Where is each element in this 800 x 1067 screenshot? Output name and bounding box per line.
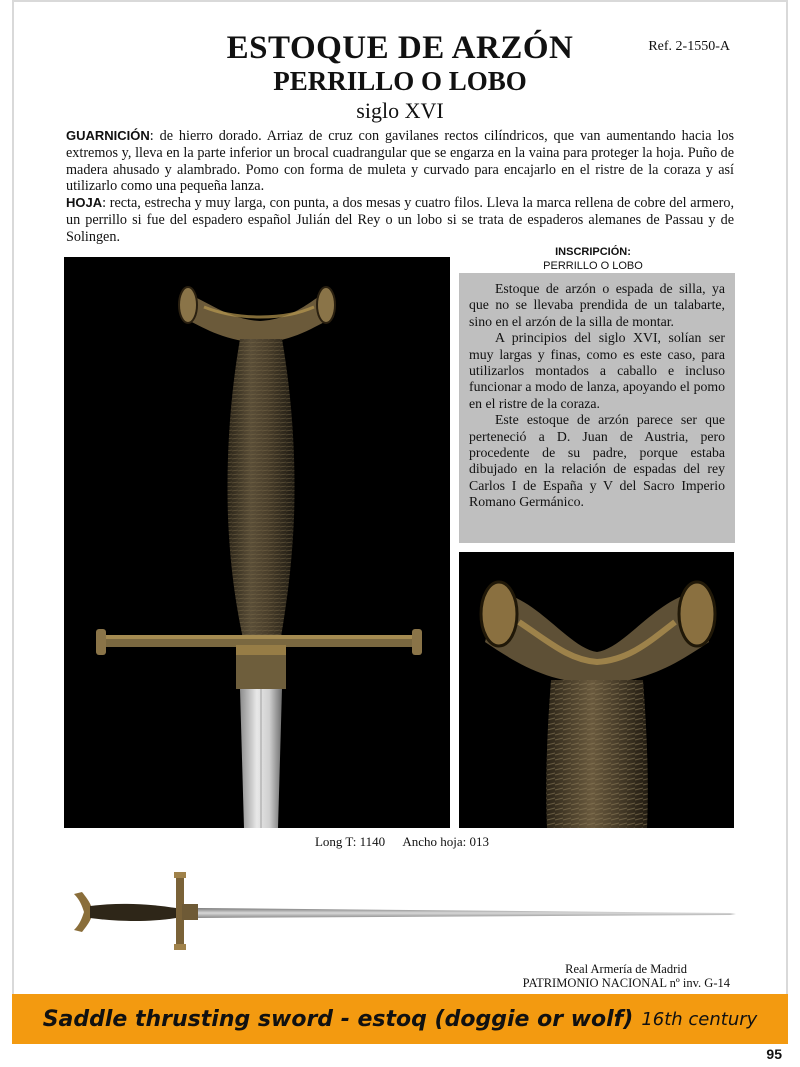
hoja-label: HOJA [66,195,103,211]
description-block [66,128,734,246]
hoja-paragraph [66,195,734,245]
english-century: 16th century [641,1008,758,1030]
page-frame-right [786,0,788,1000]
museum-credit: Real Armería de Madrid [565,962,687,976]
guarnicion-paragraph [66,128,734,195]
english-title-banner [12,994,788,1044]
page-frame-left [12,0,14,1000]
notes-paragraph-2: A principios del siglo XVI, solían ser muy largas y finas, como es este caso, para utilizarlos montados a caballo e incluso funcionar a modo de lanza, apoyando el pomo en el ristre de la coraza. [469,330,725,411]
page-subtitle: PERRILLO O LOBO [273,66,527,96]
reference-number: Ref. 2-1550-A [648,39,730,54]
hilt-photo [64,257,450,828]
page-number: 95 [766,1046,782,1062]
century-label: siglo XVI [356,98,444,123]
dimensions [64,834,740,850]
notes-paragraph-1: Estoque de arzón o espada de silla, ya que no se llevaba prendida de un talabarte, sino en el arzón de la silla de montar. [469,281,725,329]
page-title: ESTOQUE DE ARZÓN [226,30,574,66]
guarnicion-label: GUARNICIÓN [66,128,150,143]
full-sword-image [60,860,750,960]
inscription-text: PERRILLO O LOBO [543,260,643,272]
blade-width-label: Ancho hoja: 013 [402,834,490,849]
guarnicion-text: : de hierro dorado. Arriaz de cruz con gavilanes rectos cilíndricos, que van aumentando hacia los extremos y, lleva en la parte inferior un brocal cuadrangular que se engarza en la vaina para proteger la hoja. Puño de madera ahusado y alambrado. Pomo con forma de muleta y curvado para encajarlo en el ristre de la coraza y así utilizarlo como una pequeña lanza. [66,128,734,195]
length-label: Long T: 1140 [314,834,386,849]
inventory-credit: PATRIMONIO NACIONAL nº inv. G-14 [522,976,730,990]
pommel-detail-photo [459,552,734,828]
page-frame-top [12,0,788,2]
hoja-text: : recta, estrecha y muy larga, con punta, a dos mesas y cuatro filos. Lleva la marca rellena de cobre del armero, un perrillo si fue del espadero español Julián del Rey o un lobo si se trata de espaderos alemanes de Passau y de Solingen. [66,195,734,245]
english-title: Saddle thrusting sword - estoq (doggie or wolf) [42,1006,634,1032]
notes-paragraph-3: Este estoque de arzón parece ser que perteneció a D. Juan de Austria, pero procedente de su padre, porque estaba dibujado en la relación de espadas del rey Carlos I de España y V del Sacro Imperio Romano Germánico. [469,412,725,510]
notes-box [459,273,735,543]
inscription-label: INSCRIPCIÓN: [555,246,631,258]
